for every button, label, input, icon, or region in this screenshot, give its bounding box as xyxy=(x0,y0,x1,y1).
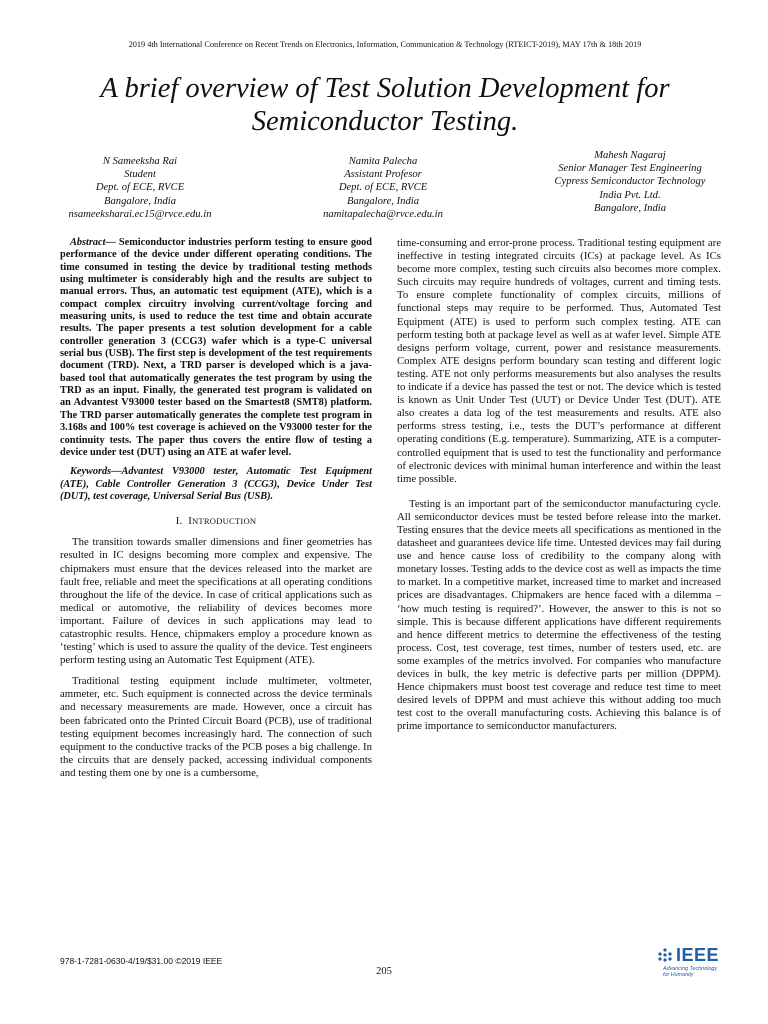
author-city: Bangalore, India xyxy=(594,202,666,214)
author-block-2 xyxy=(283,155,483,221)
ieee-dots-icon xyxy=(656,947,674,965)
author-block-3 xyxy=(520,149,740,215)
abstract-lead: Abstract xyxy=(70,237,106,248)
author-name: Namita Palecha xyxy=(348,156,418,167)
ieee-tagline xyxy=(663,966,735,978)
section-number: I. xyxy=(175,515,183,528)
author-org2: India Pvt. Ltd. xyxy=(599,189,661,201)
body-paragraph: The transition towards smaller dimensions and finer geometries has resulted in IC designs becoming more complex and expensive. The chipmakers must ensure that the devices released into the market are fault free, reliable and meet the specifications at all operating conditions throughout the life of the device. In case of critical applications such as medical or automotive, the reliability of devices becomes more important. Failure of devices in such applications may lead to catastrophic results. Hence, chipmakers employ a procedure known as ‘testing’ which is used to assure the quality of the device. Test engineers perform testing using an Automatic Test Equipment (ATE). xyxy=(60,536,372,667)
left-column xyxy=(60,237,372,788)
isbn-footer: 978-1-7281-0630-4/19/$31.00 ©2019 IEEE xyxy=(60,956,223,966)
body-paragraph: time-consuming and error-prone process. Traditional testing equipment are ineffective in testing integrated circuits (ICs) at package level. As ICs become more complex, testing such circuits also becomes more complex. Such circuits may require hundreds of voltages, current and timing tests. To ensure complete functionality of complex circuits, millions of functional steps may require to be performed. Thus, Automated Test Equipment (ATE) is used to perform such complex testing. ATE can perform testing both at package level as well as at wafer level. Simple ATE designs perform voltage, current, power and resistance measurements. Complex ATE designs perform boundary scan testing and different logic testing. ATE not only performs measurements but also analyses the results to indicate if a device has passed the test or not. The device which is tested is known as Unit Under Test (UUT) or Device Under Test (DUT). ATE also creates a data log of the test measurements and results. ATE also performs stress testing, i.e., tests the DUT’s performance at different operating conditions (E.g. temperature). Summarizing, ATE is a computer-controlled equipment that is used to test the functionality and performance of electronic devices with minimal human interference and within the least time possible. xyxy=(397,237,721,485)
section-heading-introduction xyxy=(60,515,372,528)
author-email[interactable]: namitapalecha@rvce.edu.in xyxy=(323,208,443,220)
ieee-logo xyxy=(656,945,736,985)
author-block-1 xyxy=(30,155,250,221)
author-role: Assistant Profesor xyxy=(344,169,422,181)
author-dept: Dept. of ECE, RVCE xyxy=(95,182,185,194)
body-paragraph: Traditional testing equipment include multimeter, voltmeter, ammeter, etc. Such equipment is connected across the device terminals and necessary measurements are made. However, once a circuit has been fabricated onto the Printed Circuit Board (PCB), use of traditional testing equipment becomes increasingly hard. The connection of such equipment to the conductive tracks of the PCB poses a big challenge. In the circuits that are densely packed, accessing individual components and testing them one by one is a cumbersome, xyxy=(60,675,372,779)
author-city: Bangalore, India xyxy=(104,195,176,207)
author-role: Student xyxy=(124,169,156,181)
abstract-text: — Semiconductor industries perform testing to ensure good performance of the device under different operating conditions. The time consumed in testing the device by traditional testing methods using multimeter is considerably high and the results are subject to manual errors. Thus, an automatic test equipment (ATE), which is a compact complex circuitry involving current/voltage forcing and measuring units, is used to reduce the test time and obtain accurate results. The paper presents a test solution development for a cable controller generation 3 (CCG3) wafer which is a type-C universal serial bus (USB). The first step is development of the test requirements document (TRD). Next, a TRD parser is developed which is a java-based tool that automatically generates the test program by using the TRD as an input. Finally, the generated test program is validated on an Advantest V93000 tester based on the Smartest8 (SMT8) platform. The TRD parser automatically generates the complete test program in 3.168s and 100% test coverage is achieved on the V93000 tester for the continuity tests. The paper thus covers the entire flow of testing a device under test (DUT) using an ATE at wafer level. xyxy=(60,237,372,458)
author-name: N Sameeksha Rai xyxy=(102,156,178,167)
ieee-tagline-2: for Humanity xyxy=(663,972,694,978)
body-paragraph: Testing is an important part of the semiconductor manufacturing cycle. All semiconductor devices must be tested before release into the market. Testing ensures that the device meets all specifications as mentioned in the datasheet and guarantees device life time. Untested devices may fail during use and hence cause loss of credibility to the company along with monetary losses. Testing adds to the device cost as well as impacts the time to market. In a competitive market, increased time to market and increased prices are disadvantages. Chipmakers are hence faced with a dilemma – ‘how much testing is required?’. However, the answer to this is not so simple. This is because different applications have different requirements and hence different metrics to determine the effectiveness of the testing process. Cost, test coverage, test times, number of testers used, etc. are some examples of the metrics involved. For companies who manufacture devices in bulk, the key metric is defective parts per million (DPPM). Hence chipmakers must boost test coverage and reduce test time to meet desired levels of DPPM and must achieve this without adding too much test cost to the overall manufacturing costs. Achieving this balance is of prime importance to semiconductor manufacturers. xyxy=(397,497,721,733)
section-title-rest: NTRODUCTION xyxy=(192,516,257,527)
right-column xyxy=(397,237,721,741)
conference-header: 2019 4th International Conference on Recent Trends on Electronics, Information, Communication & Technology (RTEICT-2019), MAY 17th & 18th 2019 xyxy=(128,40,642,49)
page-number: 205 xyxy=(376,966,392,977)
author-org: Cypress Semiconductor Technology xyxy=(554,176,706,188)
ieee-tagline-1: Advancing Technology xyxy=(663,966,718,972)
abstract xyxy=(60,237,372,459)
ieee-wordmark: IEEE xyxy=(676,945,720,965)
paper-title xyxy=(40,72,730,138)
author-dept: Dept. of ECE, RVCE xyxy=(338,182,428,194)
keywords: Keywords—Advantest V93000 tester, Automatic Test Equipment (ATE), Cable Controller Generation 3 (CCG3), Device Under Test (DUT), test coverage, Universal Serial Bus (USB). xyxy=(60,466,372,502)
author-name: Mahesh Nagaraj xyxy=(594,150,666,161)
title-line-1: A brief overview of Test Solution Development for xyxy=(100,73,670,104)
author-email[interactable]: nsameeksharai.ec15@rvce.edu.in xyxy=(68,208,212,220)
author-role: Senior Manager Test Engineering xyxy=(558,163,702,175)
section-initial: I xyxy=(188,515,193,528)
title-line-2: Semiconductor Testing. xyxy=(251,106,519,137)
author-city: Bangalore, India xyxy=(347,195,419,207)
